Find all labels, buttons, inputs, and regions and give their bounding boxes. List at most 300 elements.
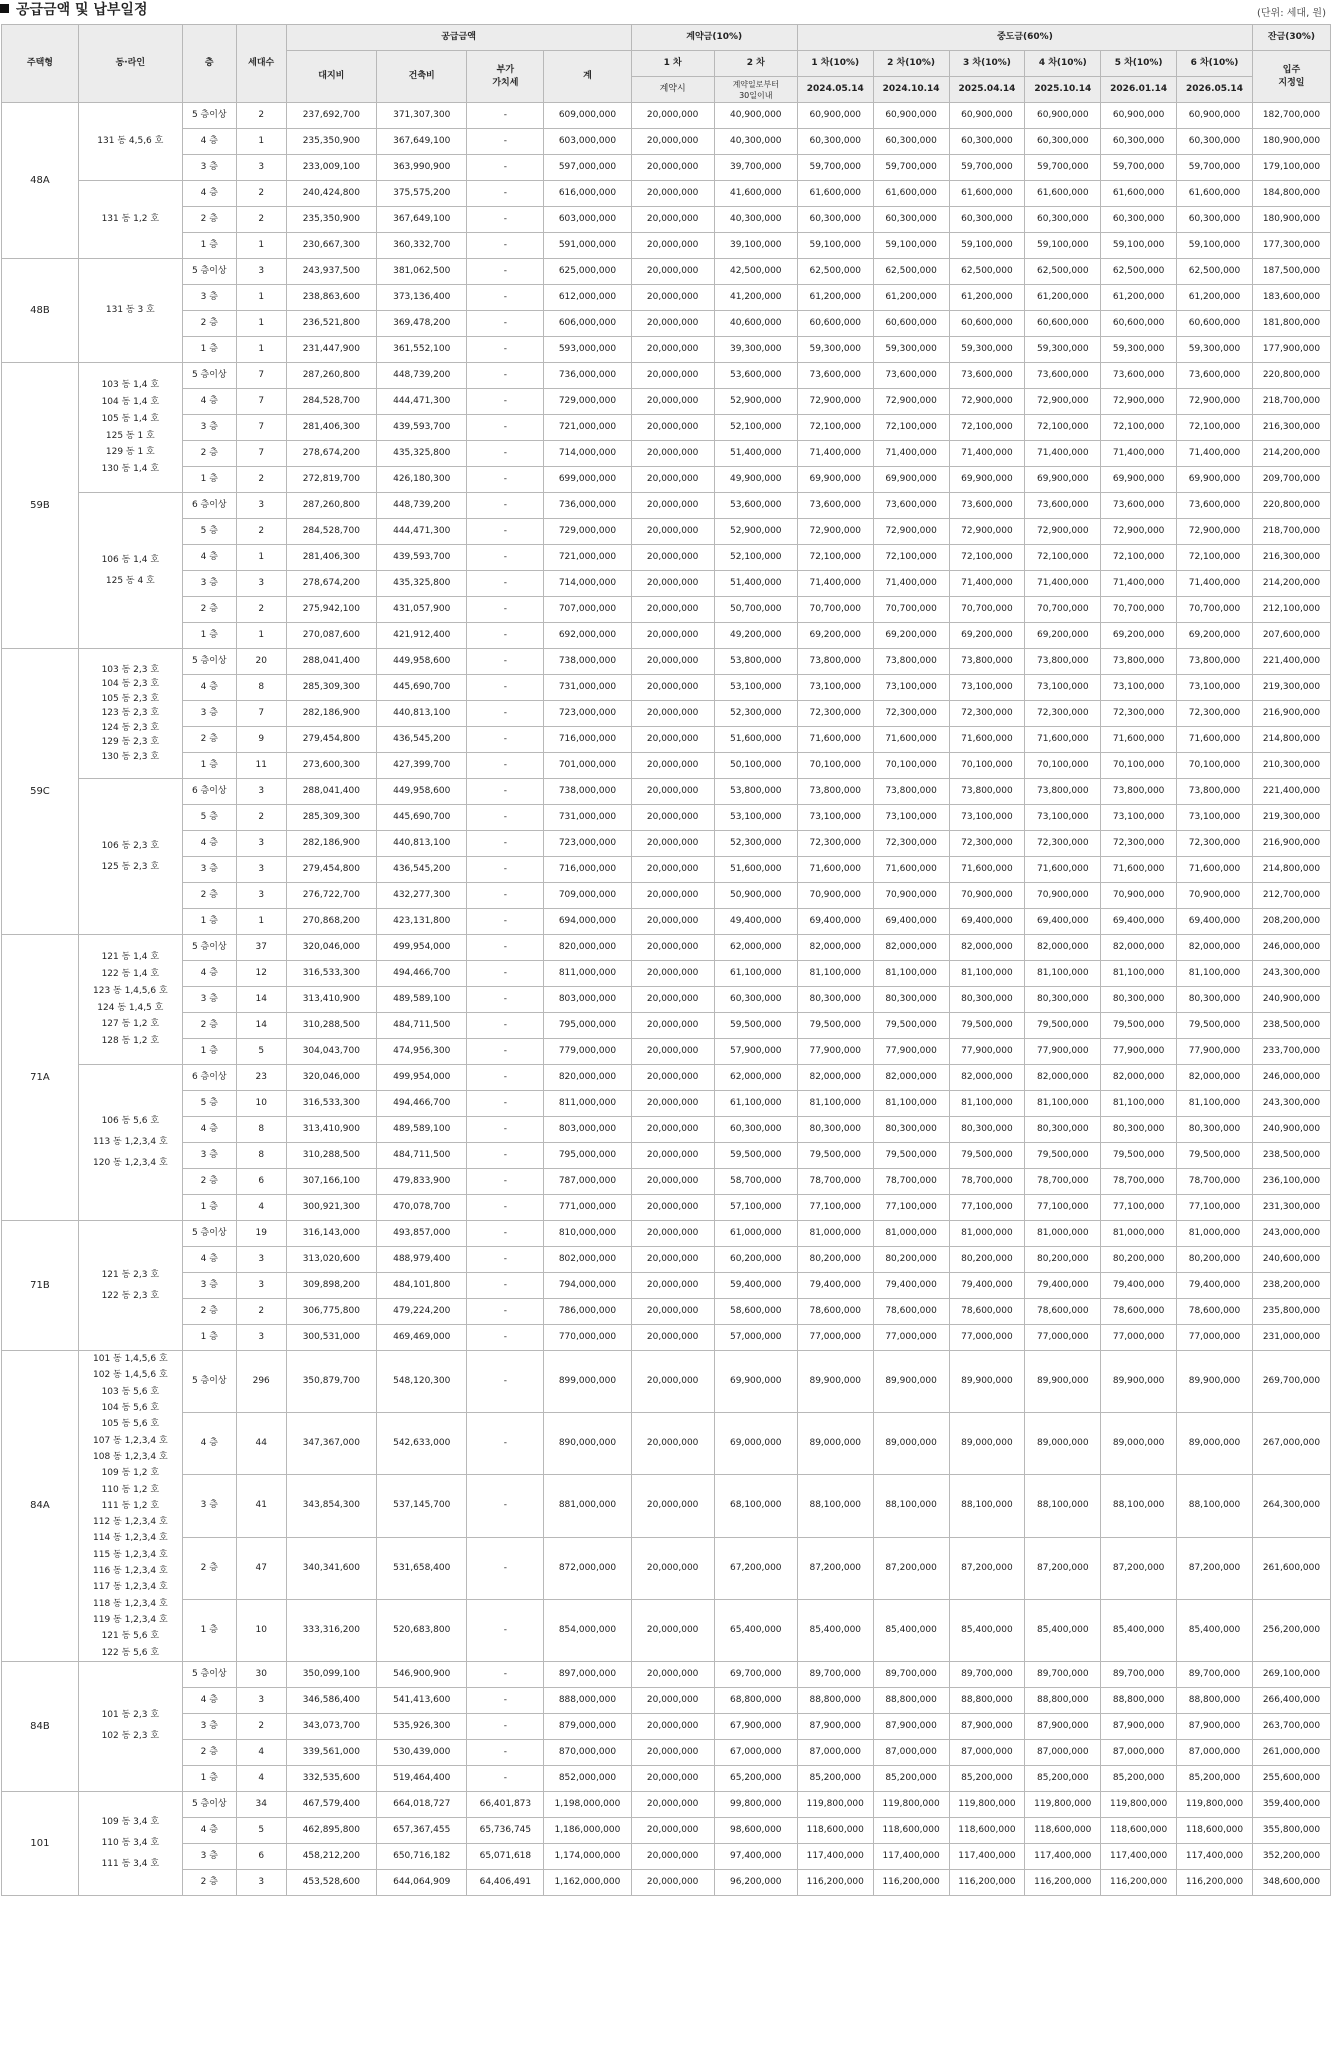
balance-cell: 240,900,000 — [1252, 1117, 1330, 1143]
dong-line-item: 108 동 1,2,3,4 호 — [93, 1451, 168, 1462]
mid-3-cell: 59,700,000 — [949, 155, 1025, 181]
land-price-cell: 238,863,600 — [286, 285, 376, 311]
balance-cell: 220,800,000 — [1252, 493, 1330, 519]
dong-line-cell — [78, 779, 182, 935]
deposit-1-cell: 20,000,000 — [631, 649, 714, 675]
deposit-1-cell: 20,000,000 — [631, 1143, 714, 1169]
header-mid-1: 1 차(10%) — [797, 51, 873, 77]
deposit-1-cell: 20,000,000 — [631, 129, 714, 155]
total-price-cell: 591,000,000 — [544, 233, 631, 259]
balance-cell: 177,900,000 — [1252, 337, 1330, 363]
mid-6-cell: 73,800,000 — [1177, 779, 1253, 805]
deposit-1-cell: 20,000,000 — [631, 701, 714, 727]
mid-3-cell: 77,100,000 — [949, 1195, 1025, 1221]
deposit-1-cell: 20,000,000 — [631, 285, 714, 311]
vat-cell: - — [467, 1143, 544, 1169]
header-mid-date-4: 2025.10.14 — [1025, 77, 1101, 103]
mid-5-cell: 82,000,000 — [1101, 1065, 1177, 1091]
mid-5-cell: 72,900,000 — [1101, 389, 1177, 415]
units-cell: 8 — [236, 1143, 286, 1169]
mid-2-cell: 79,500,000 — [873, 1143, 949, 1169]
units-cell: 44 — [236, 1413, 286, 1475]
mid-5-cell: 80,300,000 — [1101, 1117, 1177, 1143]
total-price-cell: 738,000,000 — [544, 649, 631, 675]
deposit-2-cell: 40,600,000 — [714, 311, 797, 337]
total-price-cell: 803,000,000 — [544, 987, 631, 1013]
mid-4-cell: 118,600,000 — [1025, 1817, 1101, 1843]
mid-4-cell: 71,400,000 — [1025, 571, 1101, 597]
mid-5-cell: 72,300,000 — [1101, 831, 1177, 857]
balance-cell: 235,800,000 — [1252, 1299, 1330, 1325]
units-cell: 47 — [236, 1537, 286, 1599]
vat-cell: - — [467, 623, 544, 649]
mid-1-cell: 77,100,000 — [797, 1195, 873, 1221]
deposit-1-cell: 20,000,000 — [631, 415, 714, 441]
mid-4-cell: 60,300,000 — [1025, 207, 1101, 233]
vat-cell: - — [467, 883, 544, 909]
total-price-cell: 738,000,000 — [544, 779, 631, 805]
deposit-1-cell: 20,000,000 — [631, 1475, 714, 1537]
land-price-cell: 287,260,800 — [286, 363, 376, 389]
mid-2-cell: 72,900,000 — [873, 389, 949, 415]
building-price-cell: 449,958,600 — [377, 649, 467, 675]
units-cell: 4 — [236, 1739, 286, 1765]
building-price-cell: 435,325,800 — [377, 441, 467, 467]
land-price-cell: 273,600,300 — [286, 753, 376, 779]
deposit-1-cell: 20,000,000 — [631, 1687, 714, 1713]
mid-1-cell: 71,400,000 — [797, 571, 873, 597]
mid-6-cell: 71,400,000 — [1177, 441, 1253, 467]
total-price-cell: 852,000,000 — [544, 1765, 631, 1791]
table-row — [2, 1599, 1331, 1661]
mid-4-cell: 59,300,000 — [1025, 337, 1101, 363]
mid-1-cell: 89,000,000 — [797, 1413, 873, 1475]
mid-2-cell: 80,300,000 — [873, 987, 949, 1013]
dong-line-item: 119 동 1,2,3,4 호 — [93, 1615, 168, 1625]
floor-cell: 3 층 — [182, 857, 236, 883]
mid-2-cell: 59,700,000 — [873, 155, 949, 181]
units-cell: 10 — [236, 1599, 286, 1661]
header-bal-when: 입주 지정일 — [1252, 51, 1330, 103]
mid-4-cell: 61,600,000 — [1025, 181, 1101, 207]
floor-cell: 1 층 — [182, 623, 236, 649]
table-row — [2, 1475, 1331, 1537]
units-cell: 1 — [236, 129, 286, 155]
deposit-2-cell: 50,700,000 — [714, 597, 797, 623]
floor-cell: 4 층 — [182, 181, 236, 207]
mid-4-cell: 81,000,000 — [1025, 1221, 1101, 1247]
floor-cell: 3 층 — [182, 155, 236, 181]
table-row — [2, 337, 1331, 363]
total-price-cell: 770,000,000 — [544, 1325, 631, 1351]
table-row — [2, 1765, 1331, 1791]
building-price-cell: 431,057,900 — [377, 597, 467, 623]
mid-6-cell: 118,600,000 — [1177, 1817, 1253, 1843]
house-type-cell: 48A — [2, 103, 79, 259]
total-price-cell: 787,000,000 — [544, 1169, 631, 1195]
land-price-cell: 462,895,800 — [286, 1817, 376, 1843]
floor-cell: 1 층 — [182, 467, 236, 493]
mid-2-cell: 73,100,000 — [873, 675, 949, 701]
deposit-2-cell: 41,200,000 — [714, 285, 797, 311]
header-total: 계 — [544, 51, 631, 103]
mid-2-cell: 69,900,000 — [873, 467, 949, 493]
dong-line-item: 102 동 1,4,5,6 호 — [93, 1370, 168, 1381]
balance-cell: 269,700,000 — [1252, 1351, 1330, 1413]
mid-6-cell: 88,100,000 — [1177, 1475, 1253, 1537]
total-price-cell: 699,000,000 — [544, 467, 631, 493]
mid-1-cell: 69,400,000 — [797, 909, 873, 935]
building-price-cell: 548,120,300 — [377, 1351, 467, 1413]
mid-6-cell: 85,400,000 — [1177, 1599, 1253, 1661]
mid-3-cell: 69,200,000 — [949, 623, 1025, 649]
mid-4-cell: 72,300,000 — [1025, 831, 1101, 857]
building-price-cell: 440,813,100 — [377, 831, 467, 857]
floor-cell: 1 층 — [182, 233, 236, 259]
land-price-cell: 240,424,800 — [286, 181, 376, 207]
mid-1-cell: 70,700,000 — [797, 597, 873, 623]
total-price-cell: 802,000,000 — [544, 1247, 631, 1273]
vat-cell: - — [467, 779, 544, 805]
building-price-cell: 470,078,700 — [377, 1195, 467, 1221]
vat-cell: - — [467, 285, 544, 311]
total-price-cell: 714,000,000 — [544, 441, 631, 467]
mid-2-cell: 88,800,000 — [873, 1687, 949, 1713]
mid-3-cell: 85,200,000 — [949, 1765, 1025, 1791]
header-mid-date-2: 2024.10.14 — [873, 77, 949, 103]
mid-5-cell: 71,600,000 — [1101, 727, 1177, 753]
table-row — [2, 1869, 1331, 1895]
building-price-cell: 479,833,900 — [377, 1169, 467, 1195]
floor-cell: 6 층이상 — [182, 1065, 236, 1091]
units-cell: 3 — [236, 571, 286, 597]
total-price-cell: 723,000,000 — [544, 831, 631, 857]
land-price-cell: 320,046,000 — [286, 1065, 376, 1091]
mid-2-cell: 62,500,000 — [873, 259, 949, 285]
building-price-cell: 369,478,200 — [377, 311, 467, 337]
deposit-2-cell: 60,300,000 — [714, 1117, 797, 1143]
land-price-cell: 270,087,600 — [286, 623, 376, 649]
mid-4-cell: 70,100,000 — [1025, 753, 1101, 779]
land-price-cell: 278,674,200 — [286, 571, 376, 597]
dong-line-item: 103 동 1,4 호 — [101, 380, 160, 391]
table-row — [2, 935, 1331, 961]
land-price-cell: 272,819,700 — [286, 467, 376, 493]
vat-cell: - — [467, 519, 544, 545]
balance-cell: 216,300,000 — [1252, 415, 1330, 441]
dong-line-item: 109 동 1,2 호 — [101, 1468, 160, 1479]
mid-3-cell: 60,600,000 — [949, 311, 1025, 337]
mid-2-cell: 60,300,000 — [873, 207, 949, 233]
total-price-cell: 714,000,000 — [544, 571, 631, 597]
mid-2-cell: 70,900,000 — [873, 883, 949, 909]
mid-2-cell: 71,600,000 — [873, 857, 949, 883]
units-cell: 3 — [236, 259, 286, 285]
vat-cell: - — [467, 1221, 544, 1247]
mid-5-cell: 71,400,000 — [1101, 571, 1177, 597]
mid-3-cell: 80,300,000 — [949, 1117, 1025, 1143]
table-row — [2, 103, 1331, 129]
building-price-cell: 445,690,700 — [377, 805, 467, 831]
mid-3-cell: 72,300,000 — [949, 701, 1025, 727]
table-row — [2, 1791, 1331, 1817]
dong-line-item: 129 동 1 호 — [105, 447, 155, 458]
balance-cell: 182,700,000 — [1252, 103, 1330, 129]
land-price-cell: 282,186,900 — [286, 831, 376, 857]
dong-line-item: 101 동 2,3 호 — [101, 1710, 160, 1721]
total-price-cell: 899,000,000 — [544, 1351, 631, 1413]
deposit-2-cell: 59,500,000 — [714, 1013, 797, 1039]
mid-3-cell: 119,800,000 — [949, 1791, 1025, 1817]
land-price-cell: 300,531,000 — [286, 1325, 376, 1351]
mid-1-cell: 88,800,000 — [797, 1687, 873, 1713]
land-price-cell: 287,260,800 — [286, 493, 376, 519]
units-cell: 5 — [236, 1817, 286, 1843]
total-price-cell: 707,000,000 — [544, 597, 631, 623]
balance-cell: 183,600,000 — [1252, 285, 1330, 311]
dong-line-item: 110 동 1,2 호 — [101, 1484, 160, 1495]
deposit-1-cell: 20,000,000 — [631, 1739, 714, 1765]
dong-line-cell — [78, 493, 182, 649]
building-price-cell: 448,739,200 — [377, 363, 467, 389]
header-mid-date-6: 2026.05.14 — [1177, 77, 1253, 103]
deposit-2-cell: 68,800,000 — [714, 1687, 797, 1713]
balance-cell: 231,000,000 — [1252, 1325, 1330, 1351]
land-price-cell: 316,533,300 — [286, 961, 376, 987]
mid-4-cell: 88,800,000 — [1025, 1687, 1101, 1713]
vat-cell: - — [467, 1065, 544, 1091]
mid-4-cell: 60,900,000 — [1025, 103, 1101, 129]
mid-3-cell: 73,100,000 — [949, 675, 1025, 701]
building-price-cell: 537,145,700 — [377, 1475, 467, 1537]
total-price-cell: 820,000,000 — [544, 1065, 631, 1091]
building-price-cell: 444,471,300 — [377, 519, 467, 545]
mid-4-cell: 81,100,000 — [1025, 1091, 1101, 1117]
mid-2-cell: 69,400,000 — [873, 909, 949, 935]
deposit-2-cell: 67,000,000 — [714, 1739, 797, 1765]
mid-6-cell: 119,800,000 — [1177, 1791, 1253, 1817]
dong-line-item: 131 동 3 호 — [105, 305, 155, 315]
table-row — [2, 623, 1331, 649]
deposit-1-cell: 20,000,000 — [631, 623, 714, 649]
mid-3-cell: 61,600,000 — [949, 181, 1025, 207]
header-dep1-when: 계약시 — [631, 77, 714, 103]
mid-1-cell: 81,000,000 — [797, 1221, 873, 1247]
balance-cell: 207,600,000 — [1252, 623, 1330, 649]
vat-cell: - — [467, 441, 544, 467]
deposit-2-cell: 52,300,000 — [714, 701, 797, 727]
units-cell: 3 — [236, 883, 286, 909]
mid-3-cell: 87,000,000 — [949, 1739, 1025, 1765]
total-price-cell: 803,000,000 — [544, 1117, 631, 1143]
header-type: 주택형 — [2, 25, 79, 103]
deposit-1-cell: 20,000,000 — [631, 103, 714, 129]
mid-5-cell: 80,200,000 — [1101, 1247, 1177, 1273]
mid-3-cell: 70,100,000 — [949, 753, 1025, 779]
mid-3-cell: 72,100,000 — [949, 415, 1025, 441]
units-cell: 3 — [236, 857, 286, 883]
building-price-cell: 469,469,000 — [377, 1325, 467, 1351]
land-price-cell: 343,073,700 — [286, 1713, 376, 1739]
floor-cell: 3 층 — [182, 1143, 236, 1169]
vat-cell: - — [467, 1039, 544, 1065]
mid-4-cell: 73,600,000 — [1025, 493, 1101, 519]
mid-1-cell: 72,300,000 — [797, 831, 873, 857]
building-price-cell: 541,413,600 — [377, 1687, 467, 1713]
table-row — [2, 1739, 1331, 1765]
dong-line-item: 109 동 3,4 호 — [101, 1816, 160, 1827]
floor-cell: 6 층이상 — [182, 493, 236, 519]
mid-4-cell: 59,700,000 — [1025, 155, 1101, 181]
mid-6-cell: 73,100,000 — [1177, 675, 1253, 701]
header-vat: 부가 가치세 — [467, 51, 544, 103]
dong-line-item: 103 동 5,6 호 — [101, 1386, 160, 1397]
mid-4-cell: 69,400,000 — [1025, 909, 1101, 935]
table-row — [2, 857, 1331, 883]
building-price-cell: 494,466,700 — [377, 961, 467, 987]
vat-cell: - — [467, 155, 544, 181]
units-cell: 11 — [236, 753, 286, 779]
mid-6-cell: 78,600,000 — [1177, 1299, 1253, 1325]
header-mid-date-5: 2026.01.14 — [1101, 77, 1177, 103]
mid-1-cell: 71,600,000 — [797, 727, 873, 753]
table-row — [2, 597, 1331, 623]
land-price-cell: 231,447,900 — [286, 337, 376, 363]
land-price-cell: 313,410,900 — [286, 1117, 376, 1143]
balance-cell: 266,400,000 — [1252, 1687, 1330, 1713]
mid-1-cell: 59,700,000 — [797, 155, 873, 181]
balance-cell: 210,300,000 — [1252, 753, 1330, 779]
balance-cell: 233,700,000 — [1252, 1039, 1330, 1065]
mid-2-cell: 117,400,000 — [873, 1843, 949, 1869]
dong-line-item: 121 동 5,6 호 — [101, 1631, 160, 1642]
land-price-cell: 340,341,600 — [286, 1537, 376, 1599]
deposit-1-cell: 20,000,000 — [631, 1195, 714, 1221]
mid-1-cell: 70,100,000 — [797, 753, 873, 779]
deposit-1-cell: 20,000,000 — [631, 441, 714, 467]
dong-line-cell — [78, 1791, 182, 1895]
mid-5-cell: 59,700,000 — [1101, 155, 1177, 181]
units-cell: 1 — [236, 337, 286, 363]
deposit-1-cell: 20,000,000 — [631, 493, 714, 519]
mid-1-cell: 59,300,000 — [797, 337, 873, 363]
table-row — [2, 207, 1331, 233]
table-row — [2, 259, 1331, 285]
mid-3-cell: 82,000,000 — [949, 935, 1025, 961]
dong-line-cell — [78, 1351, 182, 1662]
balance-cell: 214,200,000 — [1252, 571, 1330, 597]
table-row — [2, 181, 1331, 207]
building-price-cell: 367,649,100 — [377, 129, 467, 155]
mid-6-cell: 89,700,000 — [1177, 1661, 1253, 1687]
deposit-1-cell: 20,000,000 — [631, 909, 714, 935]
mid-2-cell: 70,100,000 — [873, 753, 949, 779]
table-row — [2, 1091, 1331, 1117]
mid-1-cell: 87,000,000 — [797, 1739, 873, 1765]
floor-cell: 1 층 — [182, 1195, 236, 1221]
mid-4-cell: 77,100,000 — [1025, 1195, 1101, 1221]
dong-line-item: 125 동 4 호 — [105, 575, 155, 586]
mid-6-cell: 81,000,000 — [1177, 1221, 1253, 1247]
total-price-cell: 890,000,000 — [544, 1413, 631, 1475]
mid-3-cell: 62,500,000 — [949, 259, 1025, 285]
land-price-cell: 235,350,900 — [286, 207, 376, 233]
vat-cell: - — [467, 1013, 544, 1039]
mid-6-cell: 80,300,000 — [1177, 1117, 1253, 1143]
dong-line-cell — [78, 649, 182, 779]
mid-4-cell: 78,600,000 — [1025, 1299, 1101, 1325]
mid-1-cell: 60,300,000 — [797, 129, 873, 155]
mid-6-cell: 71,600,000 — [1177, 727, 1253, 753]
mid-1-cell: 78,600,000 — [797, 1299, 873, 1325]
building-price-cell: 489,589,100 — [377, 1117, 467, 1143]
mid-6-cell: 82,000,000 — [1177, 935, 1253, 961]
building-price-cell: 542,633,000 — [377, 1413, 467, 1475]
mid-5-cell: 73,800,000 — [1101, 649, 1177, 675]
dong-line-item: 106 동 1,4 호 — [101, 554, 160, 565]
floor-cell: 2 층 — [182, 1169, 236, 1195]
balance-cell: 216,900,000 — [1252, 701, 1330, 727]
mid-1-cell: 69,200,000 — [797, 623, 873, 649]
units-cell: 9 — [236, 727, 286, 753]
units-cell: 7 — [236, 701, 286, 727]
floor-cell: 3 층 — [182, 1843, 236, 1869]
mid-5-cell: 119,800,000 — [1101, 1791, 1177, 1817]
total-price-cell: 603,000,000 — [544, 207, 631, 233]
mid-4-cell: 87,000,000 — [1025, 1739, 1101, 1765]
header-dong: 동·라인 — [78, 25, 182, 103]
mid-4-cell: 119,800,000 — [1025, 1791, 1101, 1817]
mid-5-cell: 89,000,000 — [1101, 1413, 1177, 1475]
building-price-cell: 436,545,200 — [377, 727, 467, 753]
deposit-2-cell: 57,100,000 — [714, 1195, 797, 1221]
dong-line-item: 102 동 2,3 호 — [101, 1731, 160, 1742]
mid-5-cell: 72,100,000 — [1101, 545, 1177, 571]
vat-cell: - — [467, 467, 544, 493]
land-price-cell: 279,454,800 — [286, 727, 376, 753]
balance-cell: 352,200,000 — [1252, 1843, 1330, 1869]
mid-5-cell: 72,100,000 — [1101, 415, 1177, 441]
vat-cell: 66,401,873 — [467, 1791, 544, 1817]
header-dep2-when: 계약일로부터 30일이내 — [714, 77, 797, 103]
mid-6-cell: 87,900,000 — [1177, 1713, 1253, 1739]
vat-cell: - — [467, 103, 544, 129]
units-cell: 2 — [236, 1713, 286, 1739]
building-price-cell: 499,954,000 — [377, 1065, 467, 1091]
balance-cell: 219,300,000 — [1252, 675, 1330, 701]
table-row — [2, 571, 1331, 597]
mid-6-cell: 61,600,000 — [1177, 181, 1253, 207]
vat-cell: - — [467, 727, 544, 753]
table-row — [2, 441, 1331, 467]
deposit-1-cell: 20,000,000 — [631, 1169, 714, 1195]
deposit-2-cell: 59,400,000 — [714, 1273, 797, 1299]
table-row — [2, 1413, 1331, 1475]
dong-line-item: 130 동 1,4 호 — [101, 464, 160, 475]
deposit-1-cell: 20,000,000 — [631, 1273, 714, 1299]
deposit-1-cell: 20,000,000 — [631, 1661, 714, 1687]
balance-cell: 214,800,000 — [1252, 857, 1330, 883]
mid-2-cell: 88,100,000 — [873, 1475, 949, 1537]
mid-2-cell: 87,200,000 — [873, 1537, 949, 1599]
deposit-2-cell: 58,700,000 — [714, 1169, 797, 1195]
land-price-cell: 275,942,100 — [286, 597, 376, 623]
building-price-cell: 493,857,000 — [377, 1221, 467, 1247]
mid-2-cell: 85,200,000 — [873, 1765, 949, 1791]
mid-5-cell: 72,300,000 — [1101, 701, 1177, 727]
deposit-2-cell: 68,100,000 — [714, 1475, 797, 1537]
deposit-2-cell: 61,100,000 — [714, 961, 797, 987]
